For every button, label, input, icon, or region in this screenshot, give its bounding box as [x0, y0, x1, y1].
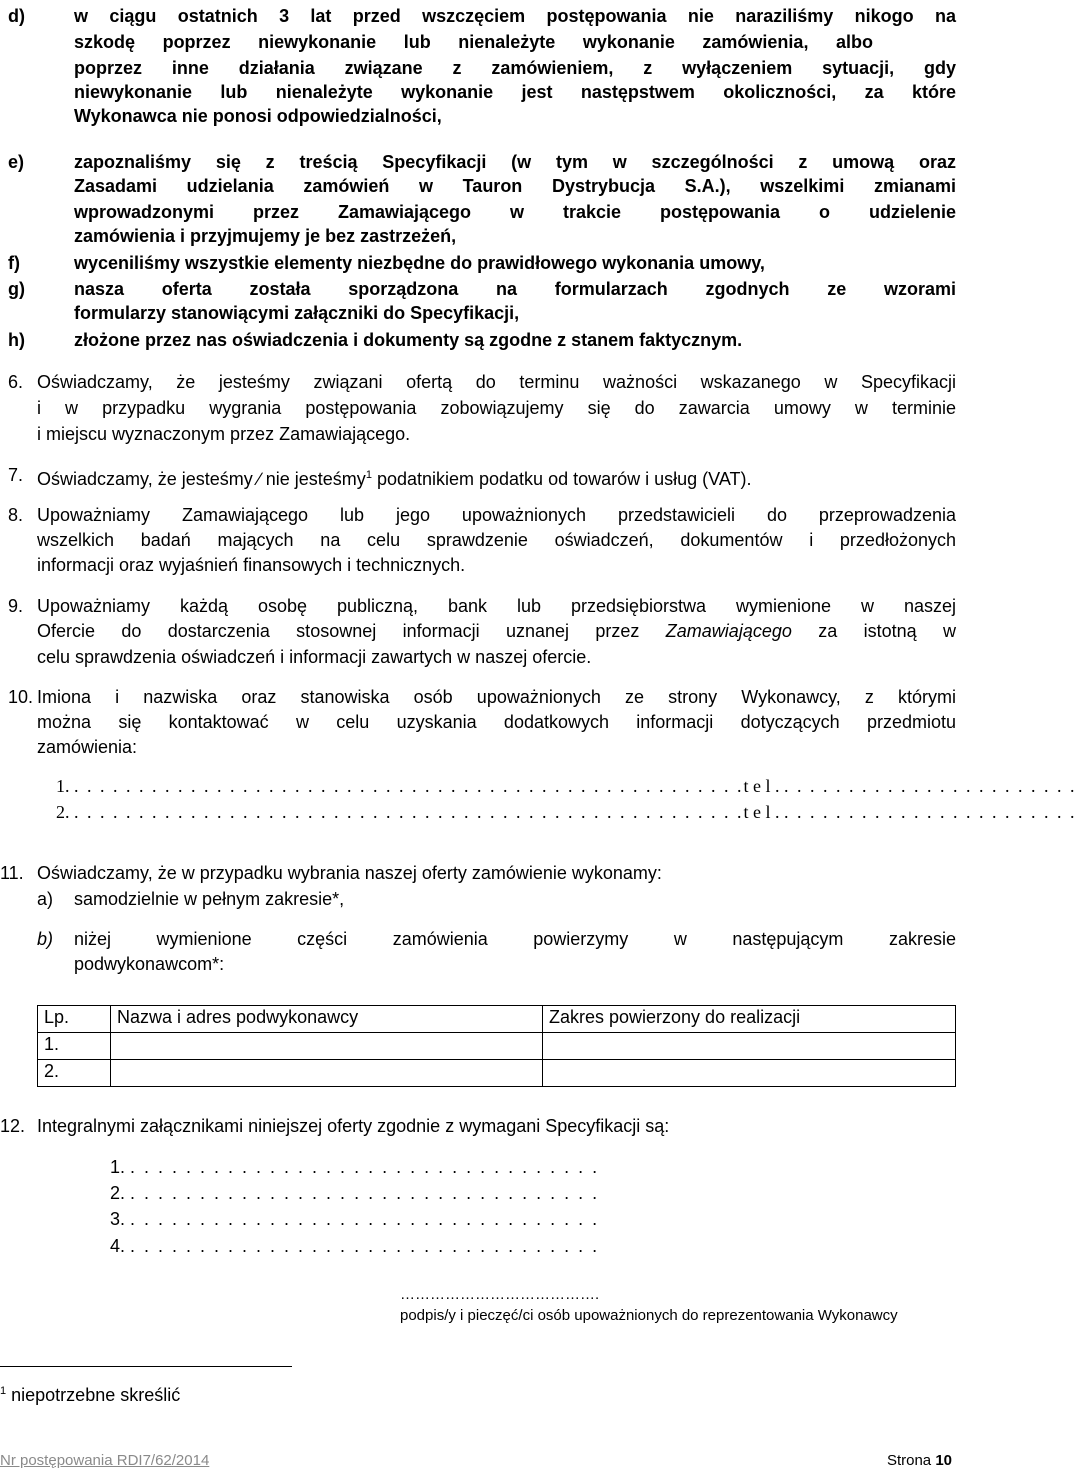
para12-number: 12.: [0, 1116, 26, 1136]
para8-line1: Upoważniamy Zamawiającego lub jego upoważnionych przedstawicieli do przeprowadzenia: [37, 505, 956, 525]
contact-tel-placeholder: . . . . . . . . . . . . . . . . . . . . . . .: [784, 802, 1077, 822]
para7-text-after: podatnikiem podatku od towarów i usług (VAT).: [376, 469, 752, 489]
para8-line3: informacji oraz wyjaśnień finansowych i technicznych.: [37, 555, 466, 575]
table-header-cell: Zakres powierzony do realizacji: [543, 1006, 956, 1033]
contact-name-placeholder: . . . . . . . . . . . . . . . . . . . . . . . . . . . . . . . . . . . . . . . . . . . . . . . . . . . .: [74, 776, 744, 796]
item-d-line1: w ciągu ostatnich 3 lat przed wszczęciem postępowania nie naraziliśmy nikogo na: [74, 6, 956, 26]
contact-tel-label: t e l .: [743, 776, 780, 796]
attachment-item: [110, 1182, 599, 1204]
para9-number: 9.: [8, 596, 24, 616]
attachment-number: 1.: [110, 1157, 126, 1177]
option-b-label: b): [37, 929, 54, 949]
para10-line1: Imiona i nazwiska oraz stanowiska osób upoważnionych ze strony Wykonawcy, z którymi: [37, 687, 956, 707]
attachment-placeholder: . . . . . . . . . . . . . . . . . . . . . . . . . . . . . . . . . .: [130, 1157, 600, 1177]
contact-name-placeholder: . . . . . . . . . . . . . . . . . . . . . . . . . . . . . . . . . . . . . . . . . . . . . . . . . . . .: [74, 802, 744, 822]
contact-tel-label: t e l .: [743, 802, 780, 822]
option-a-label: a): [37, 889, 54, 909]
item-e-line2: Zasadami udzielania zamówień w Tauron Dystrybucja S.A.), wszelkimi zmianami: [74, 176, 956, 196]
para6-line3: i miejscu wyznaczonym przez Zamawiającego.: [37, 424, 411, 444]
attachment-number: 4.: [110, 1236, 126, 1256]
para7-text-middle: nie jesteśmy: [265, 469, 366, 489]
para8-line2: wszelkich badań mających na celu sprawdzenie oświadczeń, dokumentów i przedłożonych: [37, 530, 956, 550]
item-g-line2: formularzy stanowiącymi załączniki do Specyfikacji,: [74, 303, 520, 323]
table-header-cell: Nazwa i adres podwykonawcy: [111, 1006, 543, 1033]
item-e-label: e): [8, 152, 25, 172]
para8-number: 8.: [8, 505, 24, 525]
table-cell: [543, 1060, 956, 1087]
attachment-item: [110, 1208, 599, 1230]
contact-row: [56, 801, 1077, 823]
contact-row: [56, 775, 1077, 797]
contact-tel-placeholder: . . . . . . . . . . . . . . . . . . . . . . .: [784, 776, 1077, 796]
item-d-line2: szkodę poprzez niewykonanie lub nienależyte wykonanie zamówienia, albo: [74, 32, 873, 52]
signature-line: ………………………………….: [400, 1286, 600, 1303]
attachment-item: [110, 1235, 599, 1257]
para9-line1: Upoważniamy każdą osobę publiczną, bank lub przedsiębiorstwa wymienione w naszej: [37, 596, 956, 616]
para10-line3: zamówienia:: [37, 737, 138, 757]
table-cell: 2.: [38, 1060, 111, 1087]
item-f-line1: wyceniliśmy wszystkie elementy niezbędne do prawidłowego wykonania umowy,: [74, 253, 765, 273]
option-b-line1: niżej wymienione części zamówienia powierzymy w następującym zakresie: [74, 929, 956, 949]
para10-number: 10.: [8, 687, 34, 707]
item-d-line5: Wykonawca nie ponosi odpowiedzialności,: [74, 106, 442, 126]
item-g-line1: nasza oferta została sporządzona na formularzach zgodnych ze wzorami: [74, 279, 956, 299]
item-h-line1: złożone przez nas oświadczenia i dokumenty są zgodne z stanem faktycznym.: [74, 330, 743, 350]
para9-line2-before: Ofercie do dostarczenia stosownej informacji uznanej przez: [37, 621, 640, 641]
para6-line1: Oświadczamy, że jesteśmy związani ofertą do terminu ważności wskazanego w Specyfikacji: [37, 372, 956, 392]
page-num: 10: [935, 1452, 952, 1469]
table-header-cell: Lp.: [38, 1006, 111, 1033]
para9-line3: celu sprawdzenia oświadczeń i informacji zawartych w naszej ofercie.: [37, 647, 592, 667]
item-e-line4: zamówienia i przyjmujemy je bez zastrzeżeń,: [74, 226, 457, 246]
table-row: [38, 1033, 956, 1060]
para11-line: Oświadczamy, że w przypadku wybrania naszej oferty zamówienie wykonamy:: [37, 863, 662, 883]
contact-number: 2.: [56, 802, 70, 822]
contact-number: 1.: [56, 776, 70, 796]
para7-text-before: Oświadczamy, że jesteśmy: [37, 469, 253, 489]
attachment-number: 3.: [110, 1209, 126, 1229]
attachment-placeholder: . . . . . . . . . . . . . . . . . . . . . . . . . . . . . . . . . .: [130, 1183, 600, 1203]
page-number: [887, 1452, 952, 1469]
item-d-line4: niewykonanie lub nienależyte wykonanie jest następstwem okoliczności, za które: [74, 82, 956, 102]
page-label: Strona: [886, 1452, 932, 1469]
table-cell: 1.: [38, 1033, 111, 1060]
attachment-placeholder: . . . . . . . . . . . . . . . . . . . . . . . . . . . . . . . . . .: [130, 1209, 600, 1229]
para11-number: 11.: [0, 863, 24, 883]
table-cell: [543, 1033, 956, 1060]
para9-line2-after: za istotną w: [818, 621, 957, 641]
para7-number: 7.: [8, 465, 24, 485]
footnote-text: niepotrzebne skreślić: [11, 1385, 181, 1405]
para9-line2-italic: Zamawiającego: [665, 621, 792, 641]
footnote: [0, 1380, 180, 1406]
footnote-divider: [0, 1366, 292, 1367]
table-cell: [111, 1033, 543, 1060]
item-f-label: f): [8, 253, 20, 273]
signature-caption: podpis/y i pieczęć/ci osób upoważnionych do reprezentowania Wykonawcy: [400, 1307, 898, 1324]
para7-text: [37, 464, 751, 490]
para12-line: Integralnymi załącznikami niniejszej oferty zgodnie z wymagani Specyfikacji są:: [37, 1116, 670, 1136]
item-d-label: d): [8, 6, 25, 26]
table-header-row: [38, 1006, 956, 1033]
case-number-link[interactable]: Nr postępowania RDI7/62/2014: [0, 1452, 210, 1469]
footnote-mark: 1: [0, 1385, 7, 1397]
para9-line2: [37, 620, 956, 642]
item-e-line1: zapoznaliśmy się z treścią Specyfikacji (w tym w szczególności z umową oraz: [74, 152, 956, 172]
item-e-line3: wprowadzonymi przez Zamawiającego w trakcie postępowania o udzielenie: [74, 202, 956, 222]
item-g-label: g): [8, 279, 25, 299]
attachment-item: [110, 1156, 599, 1178]
para6-number: 6.: [8, 372, 24, 392]
item-h-label: h): [8, 330, 25, 350]
subcontractor-table: [37, 1005, 956, 1087]
attachment-number: 2.: [110, 1183, 126, 1203]
para7-footnote-ref: 1: [365, 469, 372, 481]
para6-line2: i w przypadku wygrania postępowania zobowiązujemy się do zawarcia umowy w terminie: [37, 398, 956, 418]
para10-line2: można się kontaktować w celu uzyskania dodatkowych informacji dotyczących przedmiotu: [37, 712, 956, 732]
table-cell: [111, 1060, 543, 1087]
table-row: [38, 1060, 956, 1087]
option-a-text: samodzielnie w pełnym zakresie*,: [74, 889, 345, 909]
item-d-line3: poprzez inne działania związane z zamówieniem, z wyłączeniem sytuacji, gdy: [74, 58, 956, 78]
option-b-line2: podwykonawcom*:: [74, 954, 225, 974]
para7-slash: ∕: [257, 469, 261, 489]
attachment-placeholder: . . . . . . . . . . . . . . . . . . . . . . . . . . . . . . . . . .: [130, 1236, 600, 1256]
